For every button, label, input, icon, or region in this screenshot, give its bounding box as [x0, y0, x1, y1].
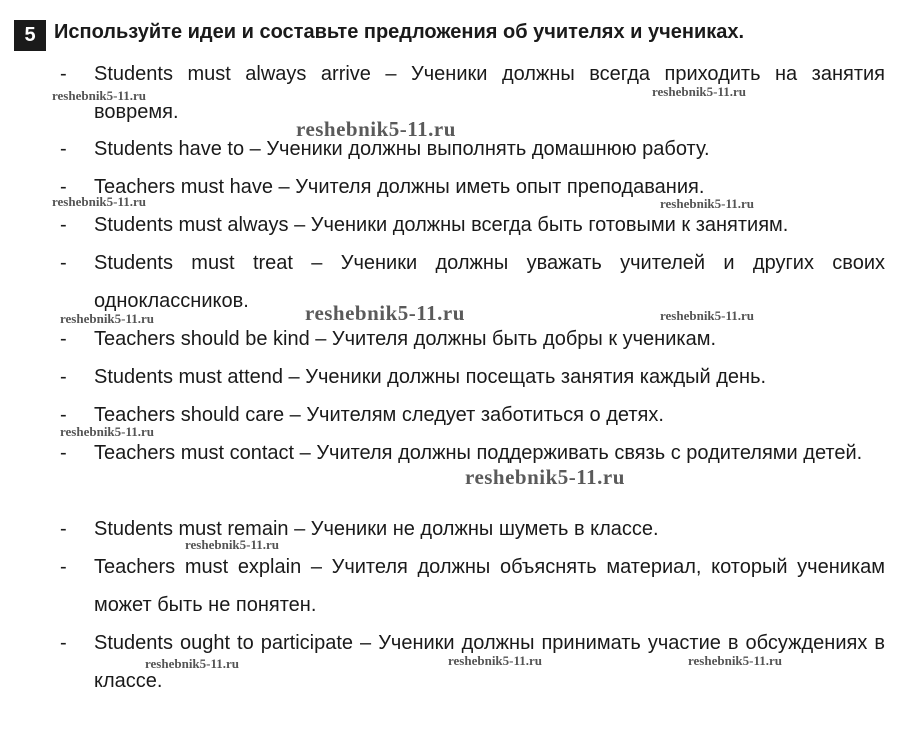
list-item-text: Students must treat – Ученики должны уважать учителей и других своих одноклассников. — [94, 252, 885, 312]
watermark: reshebnik5-11.ru — [688, 653, 783, 668]
list-item-text: Teachers should care – Учителям следует заботиться о детях. — [94, 404, 664, 426]
list-item-text: Students must remain – Ученики не должны шуметь в классе. — [94, 518, 659, 540]
list-item-text: Teachers should be kind – Учителя должны быть добры к ученикам. — [94, 328, 717, 350]
bullet-dash: - — [60, 214, 67, 236]
watermark: reshebnik5-11.ru — [185, 537, 280, 552]
list-item-text: Students ought to participate – Ученики должны принимать участие в обсуждениях в классе. — [94, 632, 885, 692]
bullet-dash: - — [60, 632, 67, 654]
bullet-dash: - — [60, 63, 67, 85]
bullet-dash: - — [60, 328, 67, 350]
watermark: reshebnik5-11.ru — [448, 653, 543, 668]
watermark: reshebnik5-11.ru — [296, 117, 456, 141]
bullet-dash: - — [60, 518, 67, 540]
bullet-dash: - — [60, 366, 67, 388]
list-item-text: Students have to – Ученики должны выполнять домашнюю работу. — [94, 138, 710, 160]
watermark: reshebnik5-11.ru — [52, 88, 147, 103]
exercise-title: Используйте идеи и составьте предложения об учителях и учениках. — [54, 21, 745, 43]
bullet-dash: - — [60, 404, 67, 426]
bullet-dash: - — [60, 176, 67, 198]
list-item-text: Students must always – Ученики должны всегда быть готовыми к занятиям. — [94, 214, 789, 236]
bullet-dash: - — [60, 252, 67, 274]
bullet-dash: - — [60, 138, 67, 160]
watermark: reshebnik5-11.ru — [305, 301, 465, 325]
exercise-number-badge: 5 — [14, 20, 46, 51]
watermark: reshebnik5-11.ru — [145, 656, 240, 671]
list-item-text: Teachers must explain – Учителя должны объяснять материал, который ученикам может быть не понятен. — [94, 556, 885, 616]
list-item-text: Students must attend – Ученики должны посещать занятия каждый день. — [94, 366, 767, 388]
bullet-dash: - — [60, 556, 67, 578]
list-item-text: Teachers must have – Учителя должны иметь опыт преподавания. — [94, 176, 705, 198]
watermark: reshebnik5-11.ru — [652, 84, 747, 99]
watermark: reshebnik5-11.ru — [52, 194, 147, 209]
watermark: reshebnik5-11.ru — [60, 424, 155, 439]
list-item-text: Students must always arrive – Ученики должны всегда приходить на занятия вовремя. — [94, 63, 885, 123]
watermark: reshebnik5-11.ru — [660, 308, 755, 323]
watermark: reshebnik5-11.ru — [60, 311, 155, 326]
watermark: reshebnik5-11.ru — [465, 465, 625, 489]
watermark: reshebnik5-11.ru — [660, 196, 755, 211]
list-item-text: Teachers must contact – Учителя должны поддерживать связь с родителями детей. — [94, 442, 863, 464]
bullet-dash: - — [60, 442, 67, 464]
